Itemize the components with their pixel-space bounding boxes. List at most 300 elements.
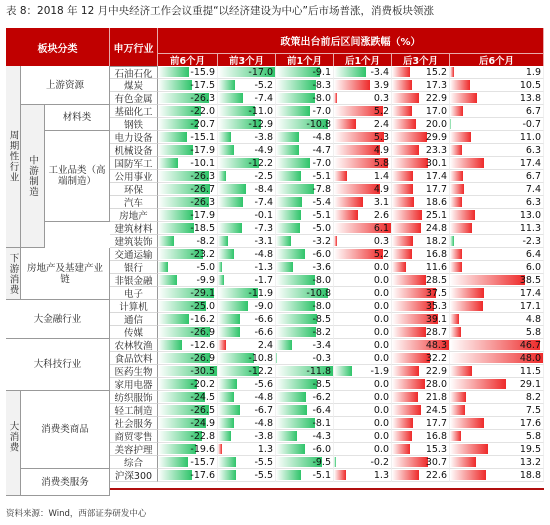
value-number: -5.0 [312,222,331,234]
value-cell [450,235,544,248]
value-number: 2.4 [373,118,389,130]
value-cell [276,235,334,248]
value-cell [392,209,450,222]
value-bar [392,158,428,168]
value-bar [218,275,224,285]
value-number: -17.9 [190,144,215,156]
value-number: 17.4 [425,170,447,182]
value-cell [334,79,392,92]
value-number: 28.7 [425,326,447,338]
value-cell [334,300,392,313]
section-materials: 材料类 [45,105,110,131]
value-cell [276,430,334,443]
value-number: 20.0 [425,118,447,130]
period-header-3: 后1个月 [334,53,392,66]
value-cell [334,443,392,456]
value-cell [218,105,276,118]
value-number: -15.1 [190,131,215,143]
value-bar [218,327,240,337]
value-cell [450,222,544,235]
value-cell [392,131,450,144]
value-bar [158,158,178,168]
value-cell [276,339,334,352]
value-cell [450,144,544,157]
value-cell [218,131,276,144]
value-bar [392,366,419,376]
value-cell [276,365,334,378]
value-cell [392,469,450,482]
value-bar [158,80,192,90]
value-cell [276,118,334,131]
value-cell [276,66,334,79]
industry-label: 轻工制造 [110,404,158,417]
value-cell [334,339,392,352]
value-number: 17.0 [425,105,447,117]
header-change-title: 政策出台前后区间涨跌幅（%） [158,28,544,53]
value-bar [450,405,465,415]
value-number: 6.7 [525,105,541,117]
value-bar [276,132,299,142]
value-number: -0.7 [522,118,541,130]
value-number: 13.0 [519,209,541,221]
value-number: -25.0 [190,300,215,312]
value-bar [276,301,315,311]
value-number: 5.2 [373,248,389,260]
value-cell [218,183,276,196]
value-bar [334,119,356,129]
value-number: -3.8 [254,131,273,143]
value-cell [392,170,450,183]
value-cell [392,144,450,157]
value-cell [450,456,544,469]
value-number: 23.3 [425,144,447,156]
value-bar [450,236,454,246]
industry-label: 国防军工 [110,157,158,170]
value-cell [276,248,334,261]
value-cell [334,248,392,261]
value-cell [334,365,392,378]
value-cell [392,183,450,196]
industry-label: 传媒 [110,326,158,339]
value-cell [334,404,392,417]
value-number: -0.1 [254,209,273,221]
value-bar [450,327,461,337]
value-cell [218,66,276,79]
value-number: -9.9 [196,274,215,286]
value-bar [218,184,246,194]
value-bar [450,444,488,454]
value-number: -29.1 [190,287,215,299]
value-cell [334,235,392,248]
value-number: 0.0 [373,287,389,299]
value-bar [392,457,428,467]
value-cell [218,417,276,430]
value-number: -7.8 [312,183,331,195]
value-number: -24.5 [190,391,215,403]
value-number: -8.5 [312,313,331,325]
value-bar [392,132,427,142]
industry-label: 社会服务 [110,417,158,430]
value-number: 0.0 [373,274,389,286]
value-cell [334,352,392,365]
value-bar [158,340,182,350]
value-number: 17.4 [519,287,541,299]
value-cell [392,261,450,274]
value-cell [334,183,392,196]
value-cell [218,235,276,248]
value-cell [276,378,334,391]
value-number: -8.2 [312,326,331,338]
value-number: -26.9 [190,352,215,364]
value-bar [276,262,293,272]
value-bar [450,431,461,441]
value-number: -5.1 [312,209,331,221]
value-number: 11.0 [519,131,541,143]
value-cell [392,300,450,313]
industry-label: 机械设备 [110,144,158,157]
value-number: -17.0 [248,66,273,78]
industry-label: 医药生物 [110,365,158,378]
value-cell [218,222,276,235]
value-cell [158,209,218,222]
value-number: -11.8 [306,365,331,377]
value-cell [450,261,544,274]
value-number: -26.5 [190,404,215,416]
value-number: -24.9 [190,417,215,429]
value-number: -7.0 [312,157,331,169]
value-number: 24.8 [425,222,447,234]
value-cell [218,469,276,482]
value-bar [392,327,426,337]
value-cell [392,79,450,92]
value-bar [276,106,310,116]
value-bar [450,223,472,233]
value-bar [392,223,421,233]
value-bar [218,418,234,428]
value-bar [392,353,430,363]
value-cell [392,196,450,209]
value-bar [218,262,222,272]
value-cell [218,300,276,313]
industry-label: 电力设备 [110,131,158,144]
value-number: -26.9 [190,326,215,338]
value-cell [334,430,392,443]
value-bar [392,418,413,428]
value-cell [276,170,334,183]
value-number: -10.8 [306,287,331,299]
value-cell [392,404,450,417]
value-number: -8.3 [312,79,331,91]
value-bar [158,457,188,467]
value-cell [276,209,334,222]
value-number: 0.0 [373,430,389,442]
value-cell [392,92,450,105]
value-bar [276,340,292,350]
industry-label: 银行 [110,261,158,274]
value-cell [276,105,334,118]
value-cell [276,287,334,300]
value-number: -12.2 [248,365,273,377]
value-cell [450,248,544,261]
value-number: 48.3 [425,339,447,351]
value-bar [158,314,189,324]
group-consumer: 大消费 [6,378,21,496]
value-cell [158,352,218,365]
industry-label: 电子 [110,287,158,300]
value-number: 0.0 [373,404,389,416]
value-bar [218,301,248,311]
value-bar [392,119,416,129]
value-bar [450,184,464,194]
value-number: -2.3 [522,235,541,247]
value-number: -6.6 [254,326,273,338]
value-number: -3.8 [254,430,273,442]
value-bar [276,327,316,337]
value-cell [392,157,450,170]
value-cell [276,417,334,430]
value-bar [276,379,317,389]
value-cell [450,92,544,105]
value-cell [334,92,392,105]
value-cell [334,287,392,300]
value-bar [218,236,228,246]
value-bar [218,457,236,467]
value-number: -9.1 [312,66,331,78]
value-bar [392,431,412,441]
value-bar [158,470,192,480]
value-bar [450,418,484,428]
value-cell [392,339,450,352]
value-number: -4.8 [254,248,273,260]
value-number: 30.1 [425,157,447,169]
value-cell [392,105,450,118]
industry-label: 基础化工 [110,105,158,118]
value-cell [334,417,392,430]
value-bar [392,262,406,272]
value-number: -22.0 [190,105,215,117]
value-cell [392,66,450,79]
value-cell [334,378,392,391]
value-number: 37.5 [425,287,447,299]
industry-label: 有色金属 [110,92,158,105]
value-bar [450,275,525,285]
value-bar [158,210,193,220]
value-cell [334,66,392,79]
period-header-0: 前6个月 [158,53,218,66]
value-number: 6.4 [525,248,541,260]
value-cell [276,196,334,209]
value-cell [392,287,450,300]
value-number: 17.4 [519,157,541,169]
value-bar [276,223,300,233]
value-bar [392,275,426,285]
section-property-chain: 房地产及基建产业链 [21,248,110,300]
value-cell [276,352,334,365]
value-bar [392,379,425,389]
value-bar [158,223,194,233]
value-number: -11.9 [248,287,273,299]
value-cell [218,430,276,443]
value-number: -5.1 [312,170,331,182]
value-cell [158,66,218,79]
industry-label: 钢铁 [110,118,158,131]
section-tech: 大科技行业 [6,339,110,391]
value-cell [334,456,392,469]
value-number: 39.1 [425,313,447,325]
industry-label: 农林牧渔 [110,339,158,352]
industry-label: 石油石化 [110,66,158,79]
value-number: 16.8 [425,248,447,260]
value-number: 11.3 [519,222,541,234]
value-number: 28.0 [425,378,447,390]
value-bar [334,236,337,246]
value-bar [392,106,412,116]
table-title: 表 8：2018 年 12 月中央经济工作会议重提“以经济建设为中心”后市场普涨，消费板块领涨 [6,5,434,17]
value-bar [276,210,301,220]
value-number: 6.1 [373,222,389,234]
value-number: 2.6 [373,209,389,221]
value-number: -1.7 [254,274,273,286]
section-consumer-services: 消费类服务 [21,469,110,496]
value-bar [392,249,412,259]
value-number: -10.1 [190,157,215,169]
value-cell [450,157,544,170]
value-number: -17.6 [190,469,215,481]
value-bar [392,80,412,90]
value-bar [450,171,463,181]
value-number: -1.9 [370,365,389,377]
value-number: 18.2 [425,235,447,247]
value-bar [158,145,193,155]
section-consumer-goods: 消费类商品 [21,391,110,469]
value-bar [450,119,451,129]
value-number: -20.7 [190,118,215,130]
value-bar [276,236,291,246]
value-bar [334,67,366,77]
value-cell [158,469,218,482]
value-bar [450,197,462,207]
value-number: 25.1 [425,209,447,221]
period-header-2: 前1个月 [276,53,334,66]
value-bar [450,80,470,90]
value-bar [276,197,302,207]
value-cell [276,131,334,144]
value-number: 1.4 [373,170,389,182]
value-cell [334,274,392,287]
value-number: -4.8 [254,417,273,429]
group-cyclical: 周期性行业 [6,66,21,248]
value-bar [334,210,358,220]
value-cell [392,417,450,430]
value-cell [158,430,218,443]
value-cell [392,274,450,287]
value-bar [334,457,336,467]
value-number: -6.6 [254,313,273,325]
industry-label: 沪深300 [110,469,158,482]
value-cell [158,157,218,170]
value-cell [450,79,544,92]
value-cell [158,235,218,248]
value-cell [392,235,450,248]
value-cell [392,118,450,131]
value-number: 4.9 [373,144,389,156]
value-number: -18.5 [190,222,215,234]
value-bar [276,249,305,259]
value-bar [218,405,240,415]
value-bar [392,405,421,415]
value-number: -3.4 [312,339,331,351]
value-number: 11.5 [519,365,541,377]
value-cell [450,404,544,417]
value-number: -4.9 [254,144,273,156]
value-bar [276,275,315,285]
value-number: 28.5 [425,274,447,286]
value-cell [158,118,218,131]
value-number: 17.1 [519,300,541,312]
value-number: -7.3 [254,222,273,234]
value-bar [218,431,231,441]
value-number: 11.6 [425,261,447,273]
industry-label: 汽车 [110,196,158,209]
value-bar [218,197,243,207]
value-number: -12.6 [190,339,215,351]
value-number: 0.0 [373,417,389,429]
value-cell [276,183,334,196]
value-cell [218,157,276,170]
value-bar [218,340,226,350]
value-cell [218,391,276,404]
value-cell [276,404,334,417]
value-bar [218,93,243,103]
value-number: 6.0 [525,261,541,273]
value-number: 38.5 [519,274,541,286]
value-cell [158,170,218,183]
value-number: 19.5 [519,443,541,455]
value-cell [276,300,334,313]
value-number: -26.7 [190,183,215,195]
industry-label: 交通运输 [110,248,158,261]
value-bar [158,275,177,285]
value-number: -5.5 [254,456,273,468]
value-number: 0.0 [373,443,389,455]
value-bar [450,288,484,298]
industry-label: 通信 [110,313,158,326]
value-cell [450,131,544,144]
value-cell [158,300,218,313]
value-bar [392,197,414,207]
value-cell [218,118,276,131]
value-number: 29.1 [519,378,541,390]
value-bar [334,93,337,103]
value-number: -26.3 [190,92,215,104]
value-cell [450,196,544,209]
value-number: -17.5 [190,79,215,91]
value-number: 0.0 [373,261,389,273]
section-industrial: 工业品类（高端制造） [45,131,110,222]
value-cell [334,105,392,118]
value-number: 0.0 [373,326,389,338]
value-bar [450,366,472,376]
value-number: 0.0 [373,391,389,403]
value-number: 17.6 [519,417,541,429]
value-number: -11.0 [248,105,273,117]
value-bar [450,301,483,311]
value-cell [218,404,276,417]
value-number: 22.9 [425,365,447,377]
value-bar [450,379,506,389]
value-bar [276,431,297,441]
value-bar [450,314,459,324]
